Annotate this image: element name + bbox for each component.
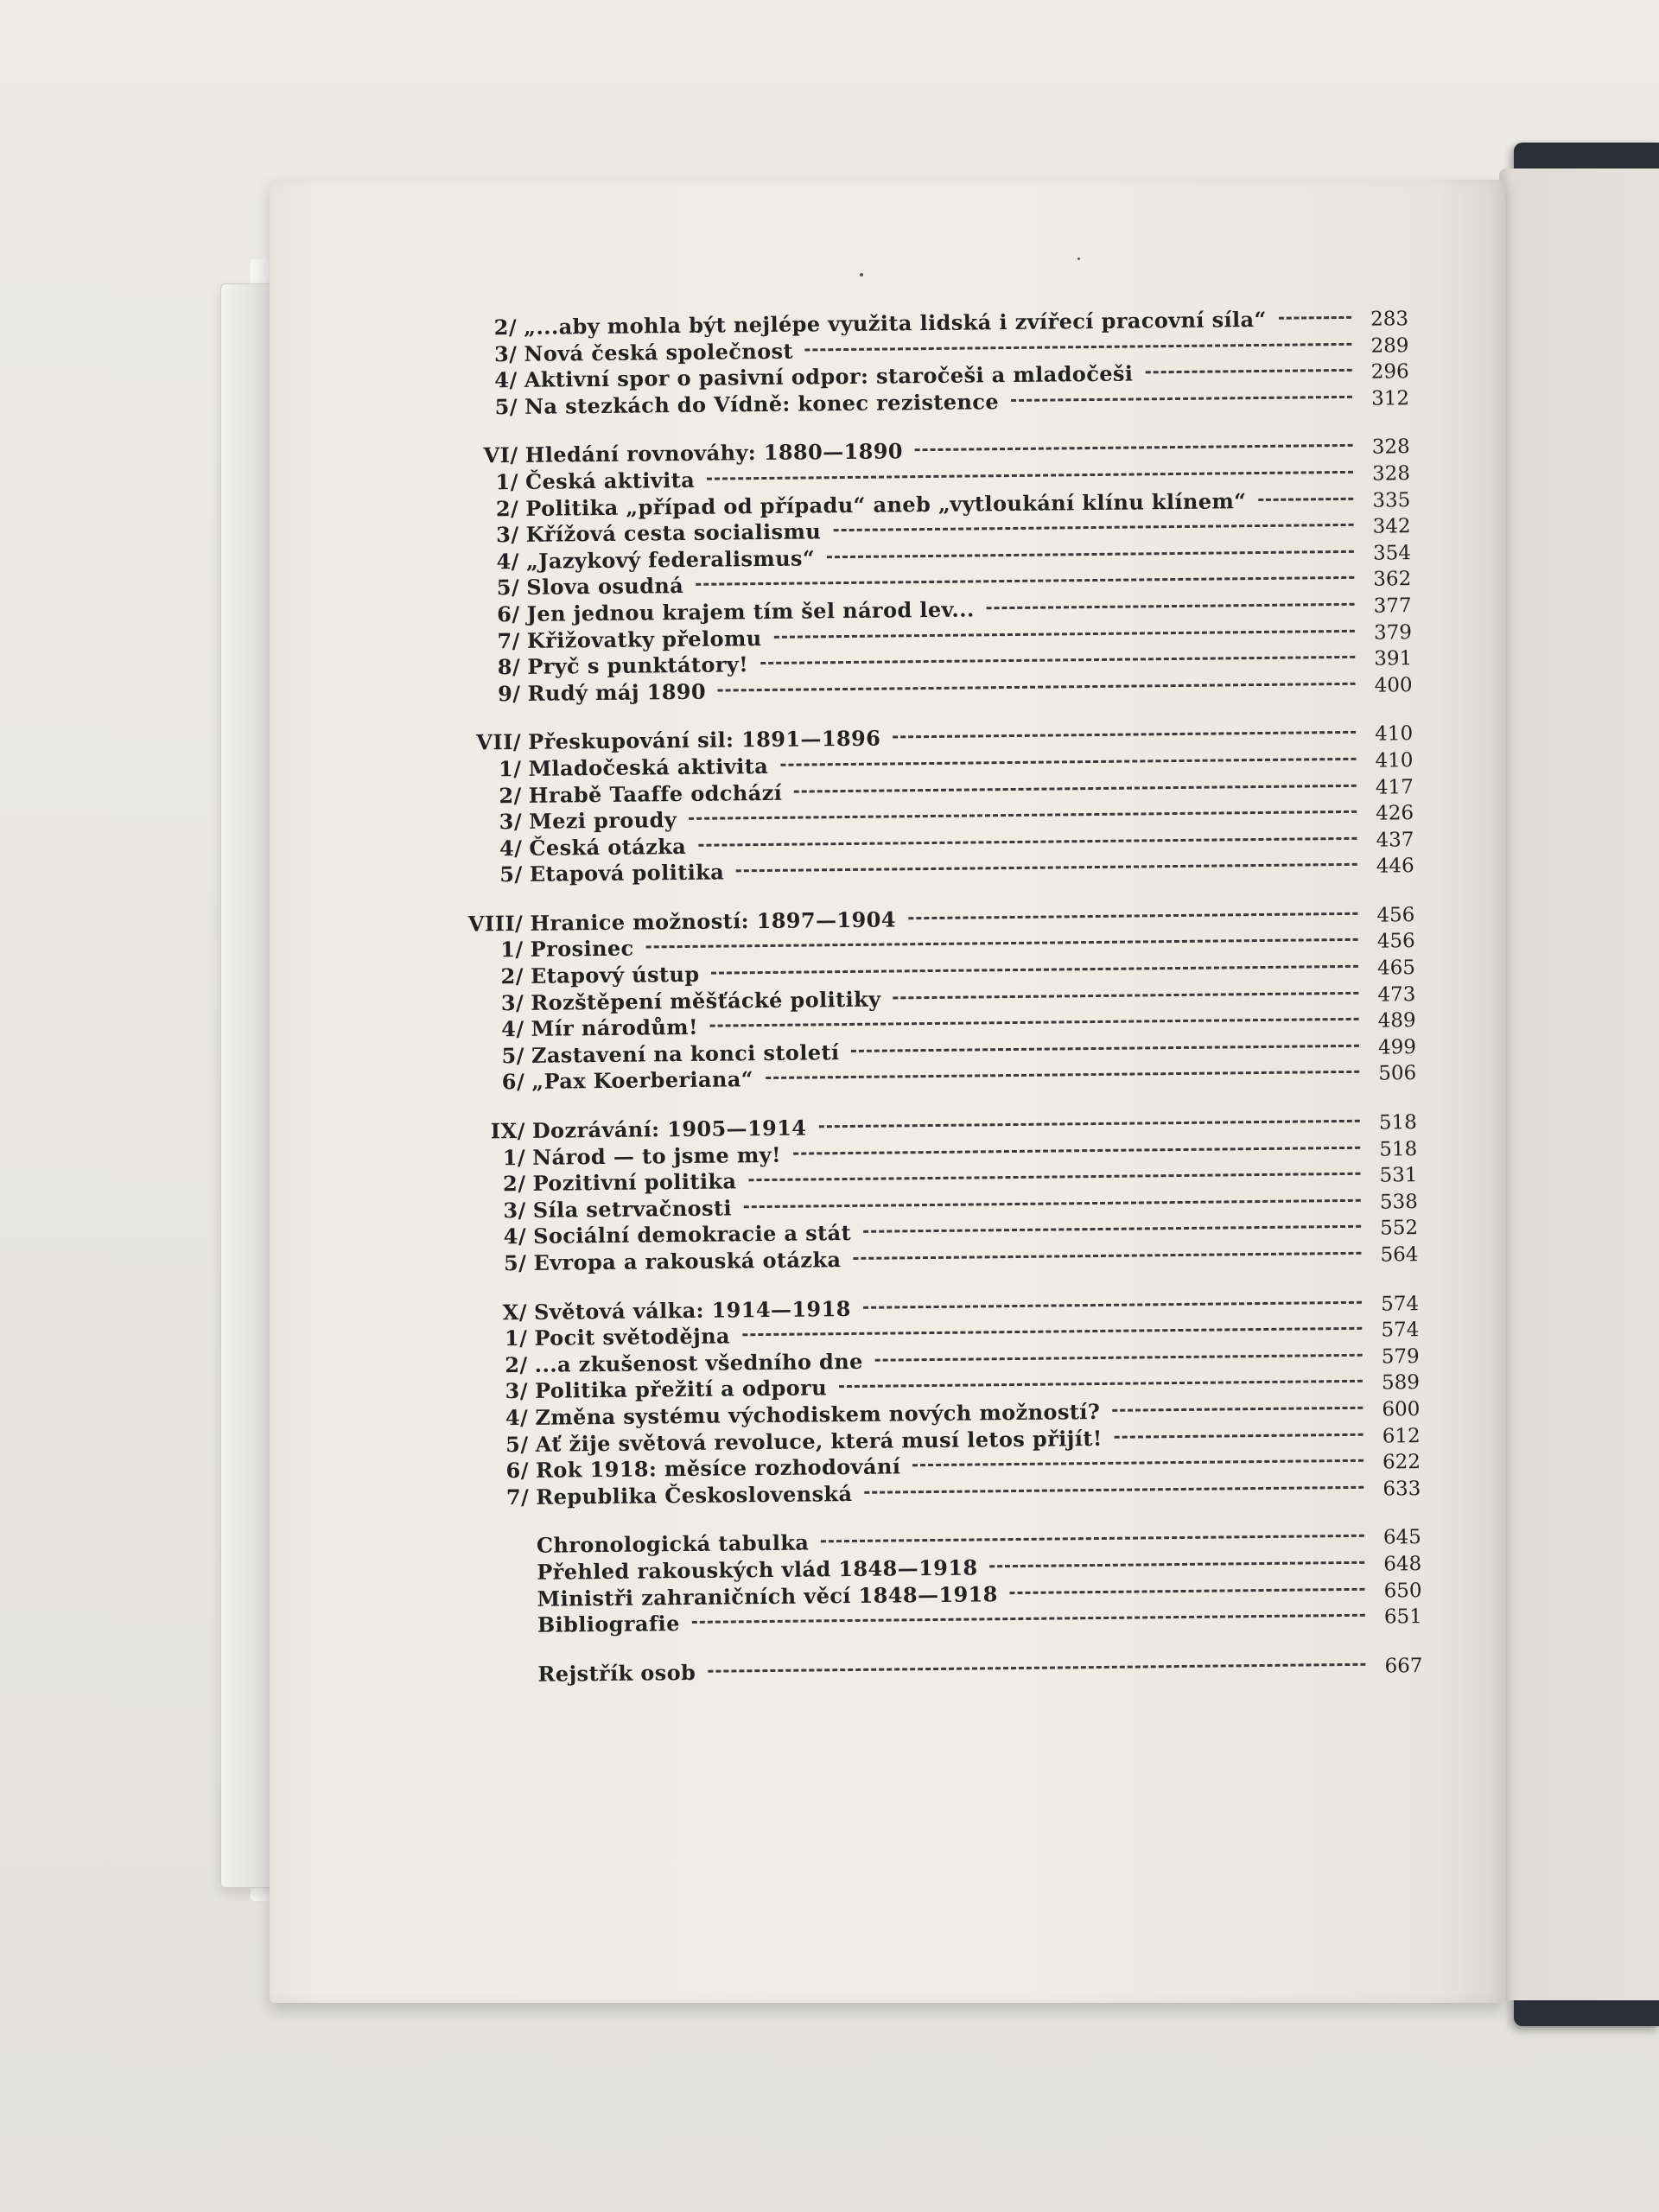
dot-leader — [827, 550, 1354, 558]
toc-entry-number: 1/ — [498, 755, 522, 782]
toc-entry-title: Na stezkách do Vídně: konec rezistence — [524, 388, 1000, 419]
toc-entry-title: Mezi proudy — [528, 807, 677, 834]
toc-entry-number: 4/ — [501, 1016, 524, 1042]
toc-page-number: 417 — [1375, 775, 1414, 799]
toc-entry-title: Aktivní spor o pasivní odpor: staročeši a mladočeši — [524, 360, 1134, 393]
dot-leader — [821, 1535, 1364, 1543]
dot-leader — [863, 1300, 1362, 1308]
toc-entry-number — [446, 1605, 537, 1606]
toc-page-number: 531 — [1379, 1164, 1418, 1187]
dot-leader — [1112, 1407, 1363, 1412]
dot-leader — [689, 810, 1357, 820]
dot-leader — [915, 444, 1353, 451]
toc-entry-title: Národ — to jsme my! — [532, 1141, 782, 1170]
toc-entry-number — [446, 1632, 537, 1633]
toc-entry-number: 1/ — [495, 468, 519, 495]
toc-page-number: 328 — [1371, 462, 1411, 486]
toc-entry-number: 7/ — [505, 1484, 530, 1510]
toc-page-number: 377 — [1373, 594, 1412, 618]
toc-entry-number: 2/ — [495, 495, 519, 521]
toc-page-number: 600 — [1382, 1398, 1421, 1421]
toc-entry-title: Změna systému východiskem nových možností? — [535, 1398, 1101, 1430]
toc-entry-title: Politika „případ od případu“ aneb „vytloukání klínu klínem“ — [525, 487, 1247, 521]
dot-leader — [708, 1662, 1365, 1672]
toc-entry-number: VI/ — [483, 442, 518, 468]
facing-page-edge — [1499, 168, 1659, 2000]
dot-leader — [987, 603, 1355, 609]
toc-appendix-row — [446, 1652, 1422, 1688]
dot-leader — [780, 758, 1356, 766]
toc-entry-number: 4/ — [494, 367, 518, 393]
dot-leader — [646, 938, 1358, 949]
toc-section — [442, 1290, 1421, 1512]
toc-entry-number: 6/ — [505, 1458, 530, 1484]
dot-leader — [718, 683, 1356, 692]
dot-leader — [744, 1199, 1361, 1208]
toc-page-number: 648 — [1383, 1553, 1422, 1576]
toc-entry-number: 5/ — [503, 1249, 527, 1276]
toc-section — [445, 1523, 1422, 1639]
toc-entry-number: 1/ — [504, 1325, 528, 1351]
toc-entry-title: Přeskupování sil: 1891—1896 — [528, 725, 881, 755]
toc-page-number: 289 — [1370, 334, 1409, 358]
toc-page-number: 589 — [1381, 1371, 1421, 1395]
toc-page-number: 538 — [1379, 1190, 1418, 1214]
toc-page-number: 574 — [1381, 1319, 1420, 1342]
toc-page-number: 391 — [1374, 647, 1413, 671]
table-of-contents — [432, 305, 1423, 1711]
page-speck — [1077, 257, 1080, 260]
toc-entry-title: Mír národům! — [531, 1014, 699, 1042]
toc-entry-title: Síla setrvačnosti — [532, 1195, 733, 1223]
toc-page-number: 651 — [1383, 1605, 1422, 1629]
toc-entry-number: 3/ — [496, 522, 519, 548]
dot-leader — [760, 656, 1355, 664]
toc-section — [441, 1109, 1419, 1277]
toc-entry-title: Rok 1918: měsíce rozhodování — [535, 1453, 901, 1483]
toc-page-number: 335 — [1372, 488, 1411, 512]
dot-leader — [893, 731, 1356, 739]
toc-entry-title: Hranice možností: 1897—1904 — [530, 906, 896, 936]
toc-entry-number: IX/ — [490, 1117, 526, 1144]
dot-leader — [1258, 497, 1353, 500]
toc-page-number: 379 — [1373, 620, 1413, 645]
dot-leader — [875, 1354, 1363, 1362]
dot-leader — [1115, 1433, 1363, 1438]
toc-entry-title: Rudý máj 1890 — [527, 678, 707, 706]
toc-entry-title: Politika přežití a odporu — [534, 1375, 828, 1404]
toc-entry-number: 9/ — [497, 680, 521, 706]
toc-entry-number: 1/ — [502, 1144, 526, 1170]
toc-entry-number: 1/ — [500, 937, 524, 963]
dot-leader — [710, 1018, 1359, 1027]
dot-leader — [1010, 1587, 1365, 1593]
dot-leader — [851, 1045, 1359, 1052]
dot-leader — [707, 471, 1353, 480]
toc-entry-number: 5/ — [499, 861, 523, 887]
toc-entry-title: Česká aktivita — [524, 467, 696, 494]
toc-entry-number — [445, 1553, 537, 1554]
dot-leader — [893, 991, 1358, 999]
dot-leader — [692, 1614, 1365, 1624]
toc-entry-title: Jen jednou krajem tím šel národ lev... — [526, 596, 975, 626]
dot-leader — [833, 524, 1353, 531]
toc-entry-title: „Jazykový federalismus“ — [525, 545, 816, 574]
toc-page-number: 446 — [1376, 855, 1414, 878]
toc-page-number: 506 — [1378, 1062, 1417, 1086]
toc-entry-number: 2/ — [500, 963, 524, 989]
toc-entry-number: 3/ — [499, 809, 523, 835]
toc-page-number: 518 — [1379, 1137, 1418, 1161]
toc-page-number: 354 — [1372, 541, 1412, 565]
toc-entry-title: Křižovatky přelomu — [526, 625, 762, 653]
toc-page-number: 456 — [1376, 904, 1415, 927]
toc-entry-number: 4/ — [503, 1224, 527, 1249]
dot-leader — [912, 1459, 1363, 1466]
toc-page-number: 328 — [1371, 435, 1410, 459]
toc-entry-title: Hrabě Taaffe odchází — [528, 779, 783, 808]
toc-page-number: 283 — [1370, 308, 1409, 331]
toc-entry-number: 4/ — [499, 835, 523, 861]
toc-entry-title: Dozrávání: 1905—1914 — [531, 1115, 807, 1143]
toc-entry-title: Křížová cesta socialismu — [525, 518, 822, 548]
toc-page-number: 473 — [1377, 982, 1416, 1007]
toc-entry-number: 5/ — [496, 575, 520, 601]
toc-entry-title: Slova osudná — [526, 573, 684, 601]
dot-leader — [805, 342, 1352, 351]
toc-entry-number: 2/ — [499, 782, 522, 808]
toc-page-number: 489 — [1377, 1009, 1416, 1033]
toc-page-number: 633 — [1382, 1477, 1421, 1501]
toc-section — [446, 1652, 1422, 1688]
toc-entry-number: 6/ — [501, 1069, 525, 1095]
dot-leader — [774, 629, 1355, 638]
toc-page-number: 564 — [1380, 1243, 1419, 1267]
toc-entry-title: Etapový ústup — [530, 961, 700, 988]
toc-entry-title: ...a zkušenost všedního dne — [534, 1348, 863, 1377]
toc-page-number: 426 — [1376, 802, 1414, 825]
toc-entry-number: 4/ — [505, 1404, 529, 1431]
page-speck — [860, 273, 863, 276]
toc-entry-title: Prosinec — [530, 936, 634, 963]
toc-section — [434, 434, 1413, 709]
toc-entry-title: Rozštěpení měšťácké politiky — [531, 986, 881, 1015]
toc-page-number: 650 — [1383, 1579, 1422, 1603]
toc-entry-number: 6/ — [497, 601, 520, 627]
dot-leader — [742, 1327, 1362, 1337]
toc-entry-number: 5/ — [505, 1431, 529, 1457]
toc-page-number: 362 — [1373, 568, 1412, 591]
dot-leader — [736, 863, 1357, 873]
toc-entry-title: Chronologická tabulka — [536, 1529, 810, 1559]
toc-entry-title: Zastavení na konci století — [531, 1039, 840, 1068]
toc-entry-title: Nová česká společnost — [524, 338, 794, 366]
toc-section — [436, 720, 1414, 888]
toc-entry-title: Pocit světodějna — [534, 1323, 731, 1351]
toc-entry-number: 3/ — [505, 1378, 529, 1404]
toc-entry-number: 8/ — [497, 654, 521, 680]
dot-leader — [864, 1486, 1363, 1494]
toc-entry-title: Česká otázka — [529, 833, 687, 861]
dot-leader — [698, 837, 1357, 847]
toc-entry-title: Sociální demokracie a stát — [533, 1220, 852, 1249]
toc-entry-number: 2/ — [493, 314, 518, 340]
dot-leader — [766, 1071, 1359, 1079]
toc-entry-number: X/ — [502, 1299, 528, 1325]
toc-section — [438, 901, 1416, 1096]
toc-page-number: 437 — [1376, 828, 1414, 852]
toc-page-number: 622 — [1382, 1451, 1421, 1474]
toc-entry-number: 5/ — [501, 1042, 525, 1069]
dot-leader — [793, 1146, 1360, 1154]
toc-page-number: 574 — [1380, 1292, 1420, 1316]
toc-page-number: 518 — [1378, 1111, 1417, 1135]
dot-leader — [1145, 369, 1351, 374]
toc-entry-number: 4/ — [496, 548, 520, 574]
dot-leader — [908, 912, 1358, 919]
toc-page-number: 612 — [1382, 1424, 1421, 1448]
toc-page-number: 410 — [1375, 749, 1414, 772]
toc-entry-number: 2/ — [502, 1171, 526, 1197]
dot-leader — [989, 1561, 1364, 1568]
toc-page-number: 645 — [1382, 1526, 1422, 1549]
toc-entry-title: Evropa a rakouská otázka — [533, 1247, 842, 1275]
toc-entry-title: Hledání rovnováhy: 1880—1890 — [524, 438, 904, 468]
toc-page-number: 499 — [1377, 1035, 1417, 1059]
toc-page-number: 296 — [1370, 360, 1409, 384]
dot-leader — [1279, 316, 1351, 320]
dot-leader — [853, 1252, 1361, 1260]
dot-leader — [794, 784, 1357, 792]
toc-entry-title: Ať žije světová revoluce, která musí letos přijít! — [535, 1425, 1103, 1457]
toc-entry-title: Etapová politika — [529, 859, 725, 887]
toc-section — [432, 305, 1409, 421]
toc-page-number: 342 — [1372, 515, 1411, 538]
toc-entry-number: 7/ — [497, 627, 521, 653]
dot-leader — [1011, 396, 1352, 402]
toc-entry-title: Světová válka: 1914—1918 — [533, 1295, 851, 1325]
dot-leader — [839, 1380, 1363, 1388]
toc-entry-number: 2/ — [505, 1351, 528, 1377]
toc-entry-title: Rejstřík osob — [537, 1659, 696, 1687]
toc-entry-number — [447, 1681, 538, 1682]
dot-leader — [696, 576, 1354, 586]
dot-leader — [863, 1225, 1361, 1233]
toc-entry-number: 3/ — [503, 1197, 526, 1224]
toc-entry-title: „Pax Koerberiana“ — [531, 1066, 754, 1095]
toc-entry-title: Ministři zahraničních věcí 1848—1918 — [537, 1580, 998, 1611]
toc-entry-title: Pozitivní politika — [532, 1168, 737, 1197]
toc-entry-title: Pryč s punktátory! — [527, 652, 749, 679]
toc-page-number: 465 — [1376, 957, 1416, 980]
toc-entry-number: VII/ — [476, 729, 522, 755]
toc-entry-number: VIII/ — [467, 910, 524, 937]
toc-entry-title: Mladočeská aktivita — [528, 753, 769, 781]
dot-leader — [711, 965, 1358, 975]
toc-entry-number: 3/ — [500, 989, 524, 1015]
toc-page-number: 410 — [1375, 722, 1414, 746]
toc-page-number: 552 — [1380, 1217, 1419, 1240]
dot-leader — [818, 1120, 1359, 1128]
toc-entry-title: Republika Československá — [536, 1480, 853, 1510]
toc-entry-title: Přehled rakouských vlád 1848—1918 — [537, 1554, 978, 1585]
toc-entry-title: „...aby mohla být nejlépe využita lidská i zvířecí pracovní síla“ — [523, 306, 1267, 340]
toc-entry-number: 5/ — [494, 393, 518, 420]
dot-leader — [748, 1173, 1360, 1181]
toc-entry-title: Bibliografie — [537, 1611, 680, 1637]
toc-page-number: 456 — [1376, 930, 1415, 954]
toc-page-number: 400 — [1374, 673, 1413, 697]
toc-page-number: 667 — [1384, 1654, 1423, 1678]
toc-entry-number: 3/ — [493, 340, 518, 366]
toc-page-number: 312 — [1371, 386, 1410, 410]
toc-page-number: 579 — [1381, 1344, 1420, 1369]
